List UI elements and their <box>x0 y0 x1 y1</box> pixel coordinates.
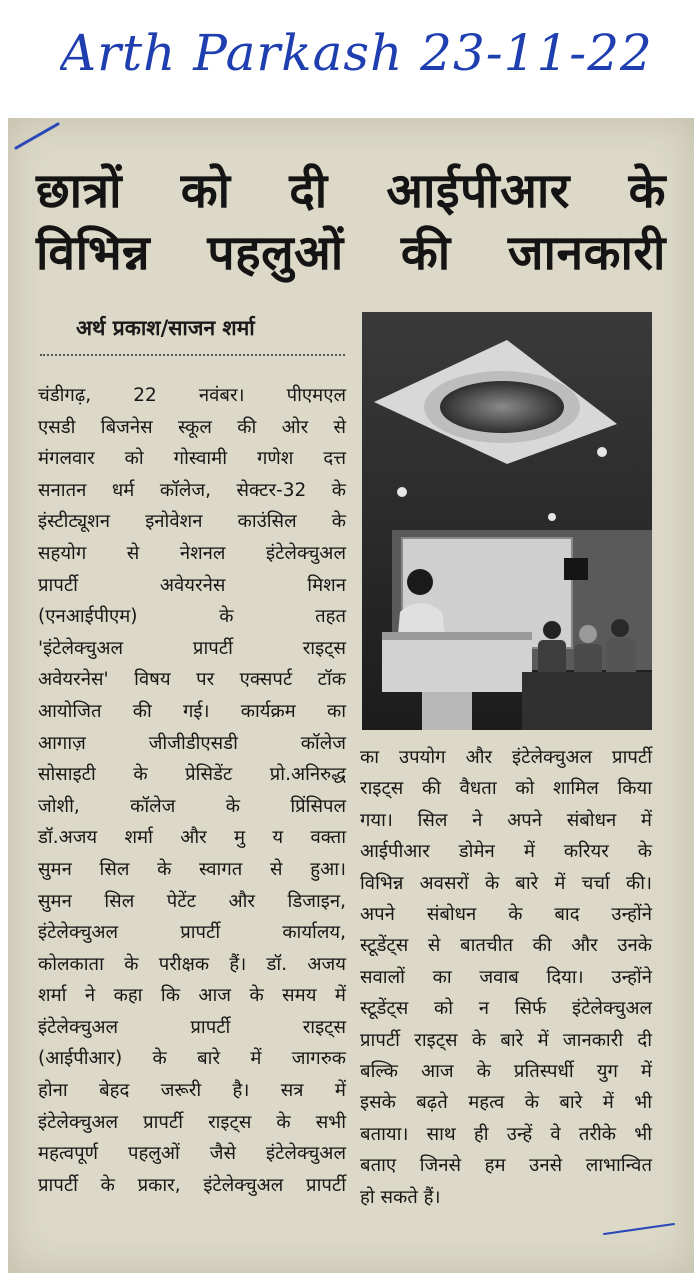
headline <box>36 160 666 284</box>
text-line: आयोजित की गई। कार्यक्रम का <box>38 700 346 722</box>
headline-line-2: विभिन्न पहलुओं की जानकारी <box>36 225 666 281</box>
text-line: (एनआईपीएम) के तहत <box>38 606 346 628</box>
text-line: स्टूडेंट्स से बातचीत की और उनके <box>360 935 652 957</box>
text-line: चंडीगढ़, 22 नवंबर। पीएमएल <box>38 385 346 406</box>
article-body-left-column <box>38 380 346 1201</box>
text-line: बताया। साथ ही उन्हें वे तरीके भी <box>360 1123 652 1145</box>
text-line: सवालों का जवाब दिया। उन्होंने <box>360 966 652 988</box>
text-line: सनातन धर्म कॉलेज, सेक्टर-32 के <box>38 479 346 501</box>
event-photo-illustration <box>362 312 652 730</box>
text-line: मंगलवार को गोस्वामी गणेश दत्त <box>38 448 346 470</box>
pen-mark-bottom <box>600 1218 680 1238</box>
text-line: अपने संबोधन के बाद उन्होंने <box>360 904 652 926</box>
text-line: गया। सिल ने अपने संबोधन में <box>360 809 652 831</box>
text-line: (आईपीआर) के बारे में जागरुक <box>38 1048 346 1070</box>
text-line: बताए जिनसे हम उनसे लाभान्वित <box>360 1155 652 1177</box>
text-line: शर्मा ने कहा कि आज के समय में <box>38 985 346 1007</box>
byline: अर्थ प्रकाश/साजन शर्मा <box>76 316 255 340</box>
text-line: बल्कि आज के प्रतिस्पर्धी युग में <box>360 1061 652 1083</box>
text-line: प्रापर्टी राइट्स के बारे में जानकारी दी <box>360 1029 652 1051</box>
text-line: कोलकाता के परीक्षक हैं। डॉ. अजय <box>38 953 346 975</box>
article-body-right-column <box>360 742 652 1213</box>
byline-divider <box>40 354 345 356</box>
headline-line-1: छात्रों को दी आईपीआर के <box>36 163 666 219</box>
text-line: प्रापर्टी अवेयरनेस मिशन <box>38 574 346 596</box>
text-line: इसके बढ़ते महत्व के बारे में भी <box>360 1092 652 1114</box>
text-line: इंटेलेक्चुअल प्रापर्टी राइट्स <box>38 1016 346 1038</box>
text-line: सहयोग से नेशनल इंटेलेक्चुअल <box>38 542 346 564</box>
text-line: सोसाइटी के प्रेसिडेंट प्रो.अनिरुद्ध <box>38 764 346 786</box>
text-line: इंस्टीट्यूशन इनोवेशन काउंसिल के <box>38 511 346 533</box>
event-photo <box>362 312 652 730</box>
text-line: एसडी बिजनेस स्कूल की ओर से <box>38 416 346 438</box>
text-line: राइट्स की वैधता को शामिल किया <box>360 778 652 800</box>
text-line: डॉ.अजय शर्मा और मु य वक्ता <box>38 827 346 849</box>
handwritten-text: Arth Parkash 23-11-22 <box>60 24 653 82</box>
text-line: विभिन्न अवसरों के बारे में चर्चा की। <box>360 872 652 894</box>
text-line: अवेयरनेस' विषय पर एक्सपर्ट टॉक <box>38 669 346 691</box>
text-line: स्टूडेंट्स को न सिर्फ इंटेलेक्चुअल <box>360 998 652 1020</box>
text-line: सुमन सिल पेटेंट और डिजाइन, <box>38 890 346 912</box>
text-line: आगाज़ जीजीडीएसडी कॉलेज <box>38 732 346 754</box>
text-line: हो सकते हैं। <box>360 1186 441 1208</box>
text-line: जोशी, कॉलेज के प्रिंसिपल <box>38 795 346 817</box>
text-line: का उपयोग और इंटेलेक्चुअल प्रापर्टी <box>360 747 652 768</box>
handwritten-annotation <box>60 12 680 92</box>
pen-mark <box>14 120 64 150</box>
text-line: इंटेलेक्चुअल प्रापर्टी राइट्स के सभी <box>38 1111 346 1133</box>
text-line: 'इंटेलेक्चुअल प्रापर्टी राइट्स <box>38 637 346 659</box>
text-line: होना बेहद जरूरी है। सत्र में <box>38 1080 346 1102</box>
text-line: इंटेलेक्चुअल प्रापर्टी कार्यालय, <box>38 922 346 944</box>
text-line: सुमन सिल के स्वागत से हुआ। <box>38 858 346 880</box>
text-line: आईपीआर डोमेन में करियर के <box>360 841 652 863</box>
text-line: महत्वपूर्ण पहलुओं जैसे इंटेलेक्चुअल <box>38 1143 346 1165</box>
text-line: प्रापर्टी के प्रकार, इंटेलेक्चुअल प्रापर्टी <box>38 1174 346 1196</box>
